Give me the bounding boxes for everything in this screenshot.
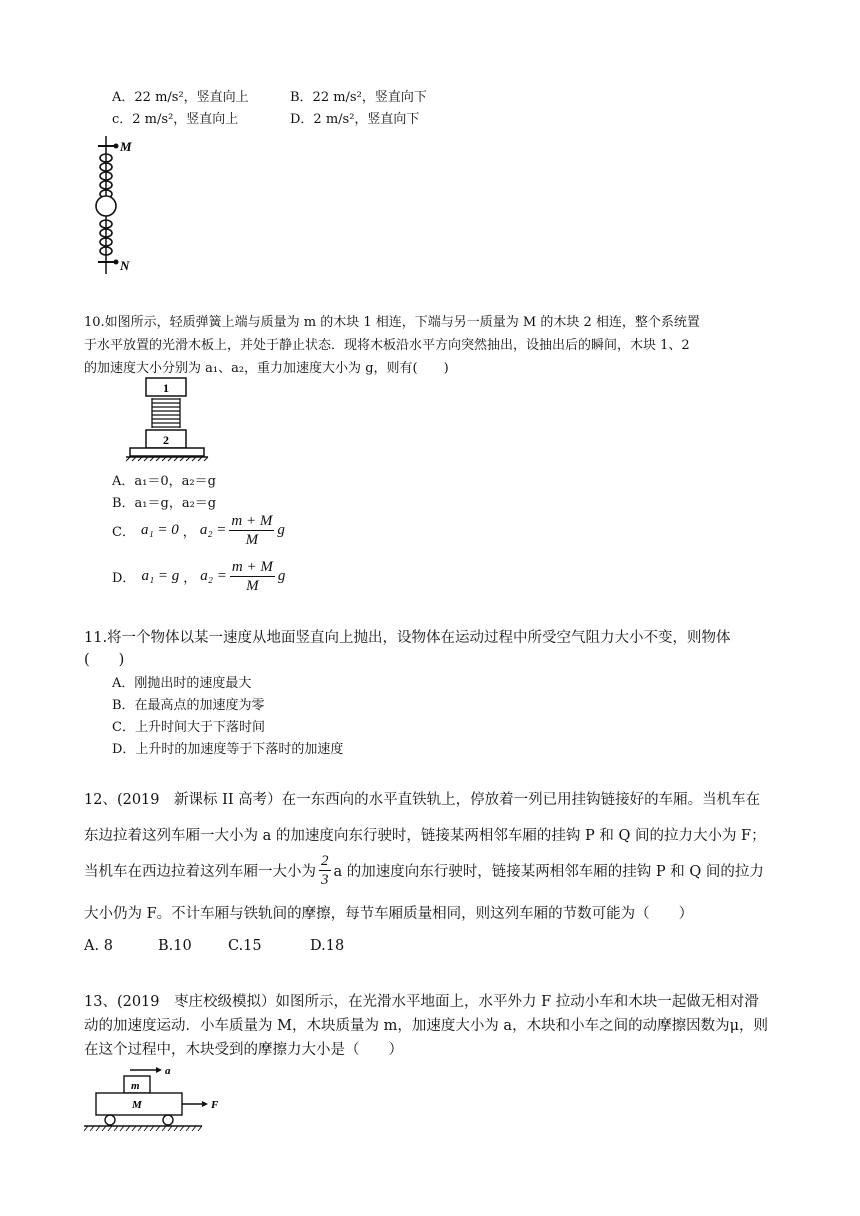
- q10-option-c-a1: a₁ = 0: [140, 522, 179, 538]
- block-2-label: 2: [163, 433, 169, 447]
- q12-line-2: 东边拉着这列车厢一大小为 a 的加速度向东行驶时，链接某两相邻车厢的挂钩 P 和 Q 间的拉力大小为 F；: [84, 828, 766, 844]
- q10-blocks-figure: [126, 376, 210, 462]
- q10-option-d-prefix: D．: [112, 571, 136, 586]
- q10-option-c: C． a₁ = 0 ， a₂ = $\frac{m + M}{M}$ g: [112, 513, 285, 548]
- label-cart-m: M: [132, 1099, 142, 1111]
- q10-line-1: 10.如图所示，轻质弹簧上端与质量为 m 的木块 1 相连，下端与另一质量为 M 的木块 2 相连，整个系统置: [84, 315, 700, 330]
- ball: [96, 196, 116, 216]
- q10-line-2: 于水平放置的光滑木板上，并处于静止状态．现将木板沿水平方向突然抽出，设抽出后的瞬间，木块 1、2: [84, 338, 690, 353]
- q12-line-3-pre: 当机车在西边拉着这列车厢一大小为: [84, 864, 316, 880]
- q12-fraction: $\frac{2}{3}$: [321, 853, 329, 888]
- q13-line-2: 动的加速度运动．小车质量为 M，木块质量为 m，加速度大小为 a，木块和小车之间的动摩擦因数为μ，则: [84, 1018, 768, 1034]
- q11-line-2: ( ): [84, 652, 125, 668]
- q9-option-b: B．22 m/s²，竖直向下: [290, 90, 427, 105]
- q13-line-3: 在这个过程中，木块受到的摩擦力大小是（ ）: [84, 1042, 403, 1058]
- label-a: a: [165, 1065, 171, 1077]
- q10-option-b: B．a₁＝g，a₂＝g: [112, 496, 217, 511]
- q12-option-c: C.15: [228, 938, 262, 954]
- q10-option-d: D． a₁ = g ， a₂ = $\frac{m + M}{M}$ g: [112, 559, 286, 594]
- q9-option-a: A．22 m/s²，竖直向上: [112, 90, 249, 105]
- q11-line-1: 11.将一个物体以某一速度从地面竖直向上抛出，设物体在运动过程中所受空气阻力大小不变，则物体: [84, 630, 731, 646]
- q9-spring-figure: [90, 134, 150, 276]
- q9-option-d: D．2 m/s²，竖直向下: [290, 112, 420, 127]
- q11-option-d: D．上升时的加速度等于下落时的加速度: [112, 742, 344, 757]
- q12-line-4: 大小仍为 F。不计车厢与铁轨间的摩擦，每节车厢质量相同，则这列车厢的节数可能为（ ）: [84, 906, 694, 922]
- q11-option-a: A．刚抛出时的速度最大: [112, 676, 252, 691]
- q11-option-c: C．上升时间大于下落时间: [112, 720, 265, 735]
- wheel-left: [105, 1115, 115, 1125]
- q10-option-c-prefix: C．: [112, 525, 135, 540]
- q12-line-3-post: a 的加速度向东行驶时，链接某两相邻车厢的挂钩 P 和 Q 间的拉力: [333, 864, 764, 880]
- q12-option-b: B.10: [158, 938, 192, 954]
- q9-option-c: c．2 m/s²，竖直向上: [112, 112, 239, 127]
- board: [130, 448, 204, 456]
- wheel-right: [163, 1115, 173, 1125]
- label-f: F: [211, 1099, 219, 1111]
- label-m-top: M: [120, 139, 132, 154]
- q10-line-3: 的加速度大小分别为 a₁、a₂，重力加速度大小为 g，则有( ): [84, 361, 449, 376]
- block-1-label: 1: [163, 381, 169, 395]
- q10-option-c-a2: a₂ =: [199, 522, 227, 538]
- q13-cart-figure: [84, 1064, 234, 1136]
- q12-line-1: 12、(2019 新课标 II 高考）在一东西向的水平直铁轨上，停放着一列已用挂钩链接好的车厢。当机车在: [84, 792, 761, 808]
- q10-option-d-a2: a₂ =: [200, 568, 227, 584]
- q10-option-d-fraction: $\frac{m + M}{M}$: [231, 559, 273, 594]
- q12-option-d: D.18: [310, 938, 345, 954]
- label-n-bottom: N: [120, 258, 130, 273]
- q10-option-c-fraction: $\frac{m + M}{M}$: [231, 513, 273, 548]
- q12-option-a: A. 8: [84, 938, 113, 954]
- label-m: m: [131, 1080, 140, 1092]
- q13-line-1: 13、(2019 枣庄校级模拟）如图所示，在光滑水平地面上，水平外力 F 拉动小车和木块一起做无相对滑: [84, 994, 759, 1010]
- q12-line-3: [84, 852, 784, 889]
- q11-option-b: B．在最高点的加速度为零: [112, 698, 265, 713]
- q10-option-d-a1: a₁ = g: [141, 568, 180, 584]
- q10-option-a: A．a₁＝0，a₂＝g: [112, 474, 216, 489]
